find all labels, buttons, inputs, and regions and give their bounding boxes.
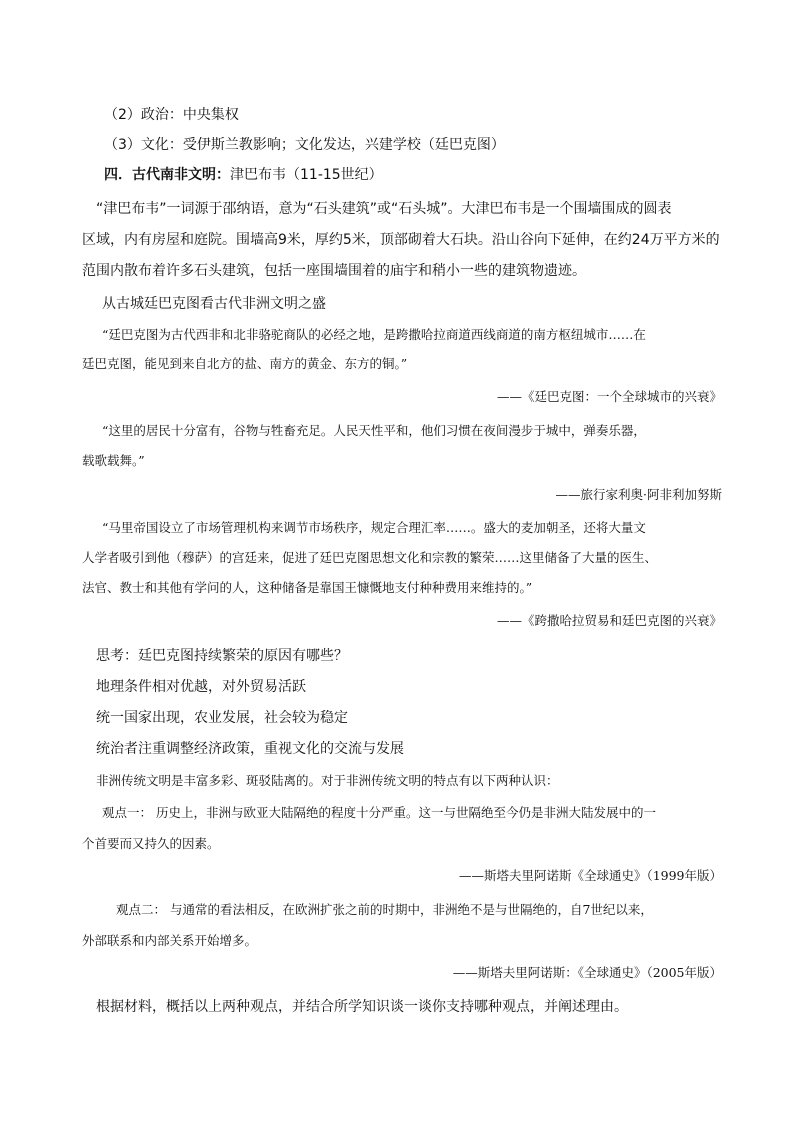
viewpoint-one-source: ——斯塔夫里阿诺斯《全球通史》（1999年版） (458, 868, 722, 883)
quote-line: “这里的居民十分富有，谷物与牲畜充足。人民天性平和，他们习惯在夜间漫步于城中，弹奏乐器， (102, 423, 646, 438)
quote-line: 人学者吸引到他（穆萨）的宫廷来，促进了廷巴克图思想文化和宗教的繁荣……这里储备了大量的医生、 (82, 550, 658, 565)
quote-source: ——旅行家利奥·阿非利加努斯 (555, 487, 722, 502)
quote-line: 廷巴克图，能见到来自北方的盐、南方的黄金、东方的铜。” (82, 356, 408, 371)
subheading: 从古城廷巴克图看古代非洲文明之盛 (102, 296, 326, 312)
viewpoint-two-source: ——斯塔夫里阿诺斯：《全球通史》（2005年版） (452, 965, 722, 980)
viewpoint-two-line: 外部联系和内部关系开始增多。 (82, 933, 258, 948)
paragraph-line: “津巴布韦”一词源于邵纳语，意为“石头建筑”或“石头城”。大津巴布韦是一个围墙围成的圆表 (96, 201, 672, 217)
viewpoint-one-line: 观点一： 历史上，非洲与欧亚大陆隔绝的程度十分严重。这一与世隔绝至今仍是非洲大陆发展中的一 (102, 805, 656, 820)
quote-line: “廷巴克图为古代西非和北非骆驼商队的必经之地，是跨撒哈拉商道西线商道的南方枢纽城市……在 (102, 327, 646, 342)
answer-line: 地理条件相对优越，对外贸易活跃 (96, 679, 306, 695)
viewpoint-one-line: 个首要而又持久的因素。 (82, 836, 220, 851)
material-intro: 非洲传统文明是丰富多彩、斑驳陆离的。对于非洲传统文明的特点有以下两种认识： (96, 773, 559, 788)
answer-line: 统一国家出现，农业发展，社会较为稳定 (96, 710, 348, 726)
culture-line: （3）文化：受伊斯兰教影响；文化发达，兴建学校（廷巴克图） (104, 137, 505, 153)
section-heading-bold: 四．古代南非文明： (104, 167, 230, 183)
quote-source: ——《廷巴克图：一个全球城市的兴衰》 (496, 389, 722, 404)
paragraph-line: 范围内散布着许多石头建筑，包括一座围墙围着的庙宇和稍小一些的建筑物遗迹。 (82, 263, 586, 279)
task-line: 根据材料，概括以上两种观点，并结合所学知识谈一谈你支持哪种观点，并阐述理由。 (96, 999, 628, 1015)
quote-line: “马里帝国设立了市场管理机构来调节市场秩序，规定合理汇率……。盛大的麦加朝圣，还将大量文 (102, 520, 646, 535)
viewpoint-two-line: 观点二： 与通常的看法相反，在欧洲扩张之前的时期中，非洲绝不是与世隔绝的，自7世纪以来， (116, 902, 653, 917)
answer-line: 统治者注重调整经济政策，重视文化的交流与发展 (96, 741, 404, 757)
quote-line: 载歌载舞。” (82, 453, 145, 468)
paragraph-line: 区域，内有房屋和庭院。围墙高9米，厚约5米，顶部砌着大石块。沿山谷向下延伸，在约24万平方米的 (82, 232, 720, 248)
section-heading (104, 164, 383, 184)
section-heading-rest: 津巴布韦（11-15世纪） (230, 167, 383, 183)
quote-line: 法官、教士和其他有学问的人，这种储备是靠国王慷慨地支付种种费用来维持的。” (82, 580, 533, 595)
politics-line: （2）政治：中央集权 (104, 107, 239, 123)
question-line: 思考：廷巴克图持续繁荣的原因有哪些？ (96, 648, 348, 664)
quote-source: ——《跨撒哈拉贸易和廷巴克图的兴衰》 (496, 613, 722, 628)
